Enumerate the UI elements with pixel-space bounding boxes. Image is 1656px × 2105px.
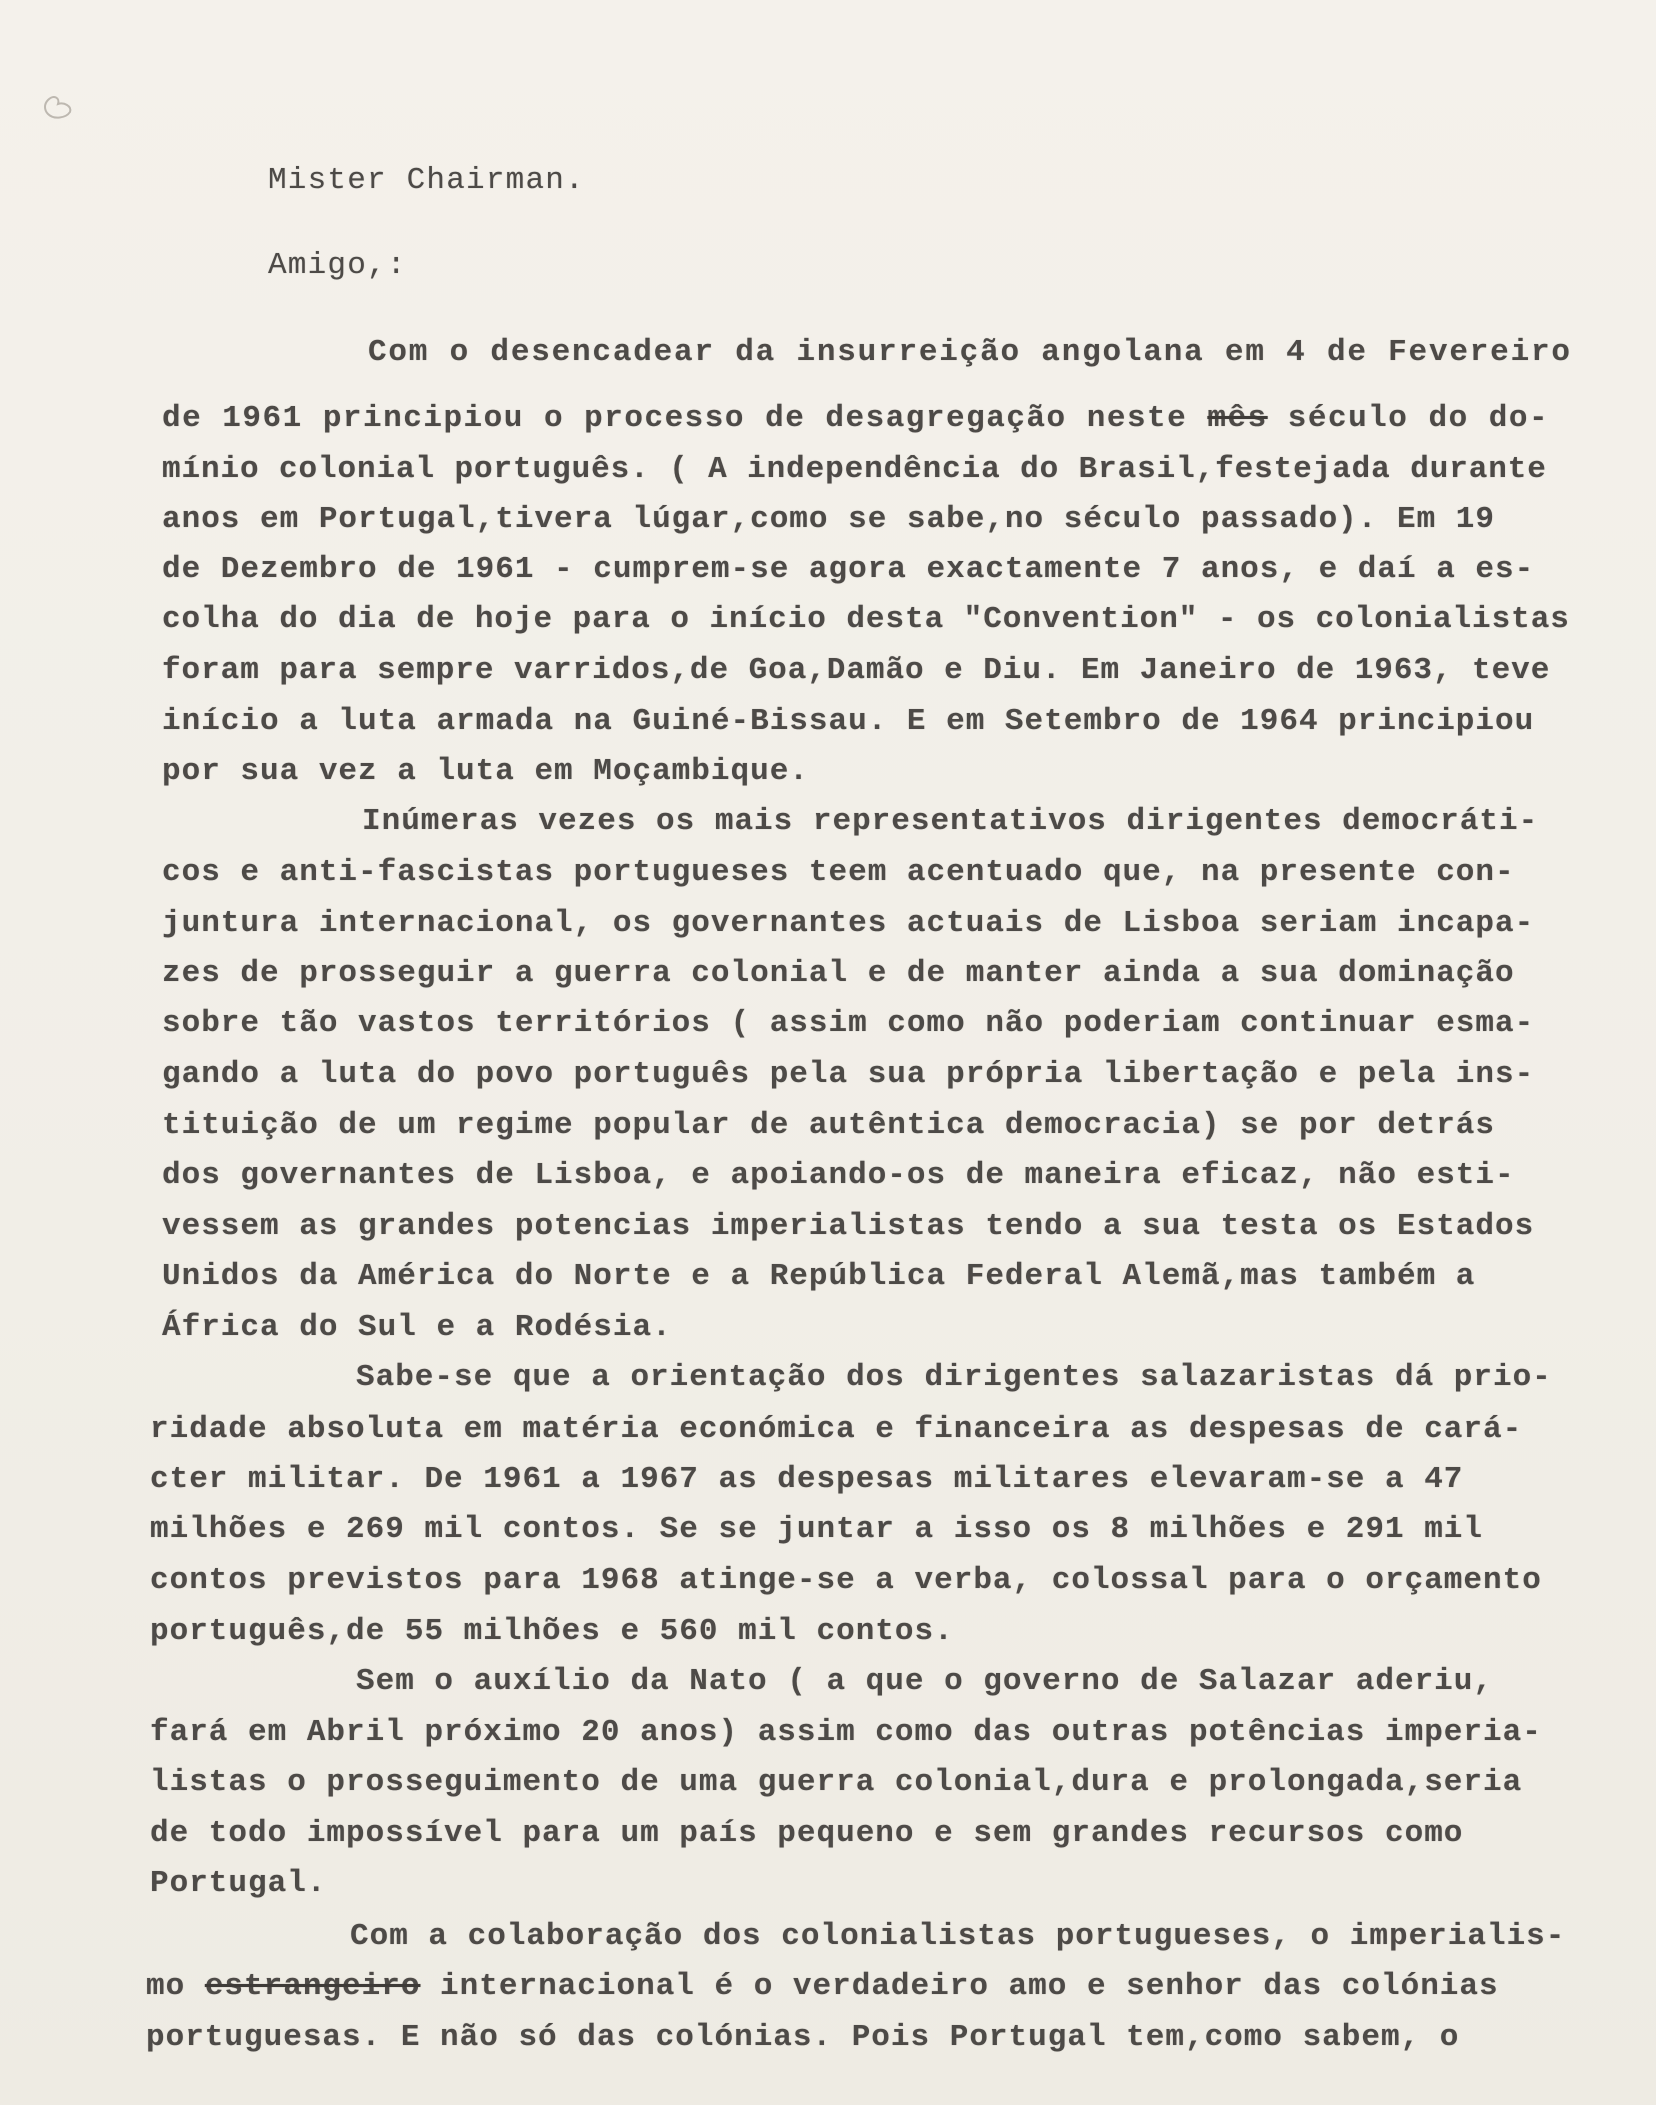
p5-line-3: portuguesas. E não só das colónias. Pois Portugal tem,como sabem, o <box>146 2020 1460 2055</box>
p2-line-1: Inúmeras vezes os mais representativos dirigentes democráti- <box>362 804 1539 839</box>
p1-line-4: anos em Portugal,tivera lúgar,como se sabe,no século passado). Em 19 <box>162 502 1496 537</box>
p4-line-5: Portugal. <box>150 1866 327 1901</box>
salutation-chairman: Mister Chairman. <box>268 163 585 198</box>
p2-line-11: África do Sul e a Rodésia. <box>162 1310 672 1345</box>
p5-line-1: Com a colaboração dos colonialistas portugueses, o imperialis- <box>350 1919 1566 1954</box>
p1-line-1: Com o desencadear da insurreição angolana em 4 de Fevereiro <box>368 335 1572 370</box>
p4-line-1: Sem o auxílio da Nato ( a que o governo de Salazar aderiu, <box>356 1664 1493 1699</box>
p2-line-8: dos governantes de Lisboa, e apoiando-os de maneira eficaz, não esti- <box>162 1158 1515 1193</box>
p3-line-5: contos previstos para 1968 atinge-se a verba, colossal para o orçamento <box>150 1563 1542 1598</box>
p2-line-6: gando a luta do povo português pela sua própria libertação e pela ins- <box>162 1057 1535 1092</box>
p4-line-4: de todo impossível para um país pequeno e sem grandes recursos como <box>150 1816 1464 1851</box>
salutation-amigo: Amigo,: <box>268 248 407 283</box>
p1-line-8: início a luta armada na Guiné-Bissau. E em Setembro de 1964 principiou <box>162 704 1535 739</box>
p2-line-3: juntura internacional, os governantes actuais de Lisboa seriam incapa- <box>162 906 1535 941</box>
p1-line-5: de Dezembro de 1961 - cumprem-se agora exactamente 7 anos, e daí a es- <box>162 552 1535 587</box>
p2-line-4: zes de prosseguir a guerra colonial e de manter ainda a sua dominação <box>162 956 1515 991</box>
p2-line-10: Unidos da América do Norte e a República Federal Alemã,mas também a <box>162 1259 1476 1294</box>
p1-line-2: de 1961 principiou o processo de desagregação neste mês século do do- <box>162 401 1550 436</box>
p5-line-2: mo estrangeiro internacional é o verdadeiro amo e senhor das colónias <box>146 1969 1499 2004</box>
p2-line-5: sobre tão vastos territórios ( assim como não poderiam continuar esma- <box>162 1006 1535 1041</box>
struck-word: mês <box>1207 401 1268 436</box>
p1-line-3: mínio colonial português. ( A independência do Brasil,festejada durante <box>162 452 1547 487</box>
struck-word: estrangeiro <box>204 1969 421 2004</box>
p3-line-4: milhões e 269 mil contos. Se se juntar a isso os 8 milhões e 291 mil <box>150 1512 1484 1547</box>
p1-line-6: colha do dia de hoje para o início desta "Convention" - os colonialistas <box>162 602 1570 637</box>
p3-line-2: ridade absoluta em matéria económica e financeira as despesas de cará- <box>150 1412 1523 1447</box>
p2-line-2: cos e anti-fascistas portugueses teem acentuado que, na presente con- <box>162 855 1515 890</box>
p1-line-9: por sua vez a luta em Moçambique. <box>162 754 809 789</box>
p3-line-3: cter militar. De 1961 a 1967 as despesas militares elevaram-se a 47 <box>150 1462 1464 1497</box>
p4-line-3: listas o prosseguimento de uma guerra colonial,dura e prolongada,seria <box>150 1765 1523 1800</box>
p2-line-9: vessem as grandes potencias imperialistas tendo a sua testa os Estados <box>162 1209 1535 1244</box>
p4-line-2: fará em Abril próximo 20 anos) assim como das outras potências imperia- <box>150 1715 1542 1750</box>
p3-line-6: português,de 55 milhões e 560 mil contos. <box>150 1614 954 1649</box>
p2-line-7: tituição de um regime popular de autêntica democracia) se por detrás <box>162 1108 1496 1143</box>
p3-line-1: Sabe-se que a orientação dos dirigentes salazaristas dá prio- <box>356 1360 1552 1395</box>
p1-line-7: foram para sempre varridos,de Goa,Damão e Diu. Em Janeiro de 1963, teve <box>162 653 1551 688</box>
ink-smudge-mark <box>40 92 80 126</box>
